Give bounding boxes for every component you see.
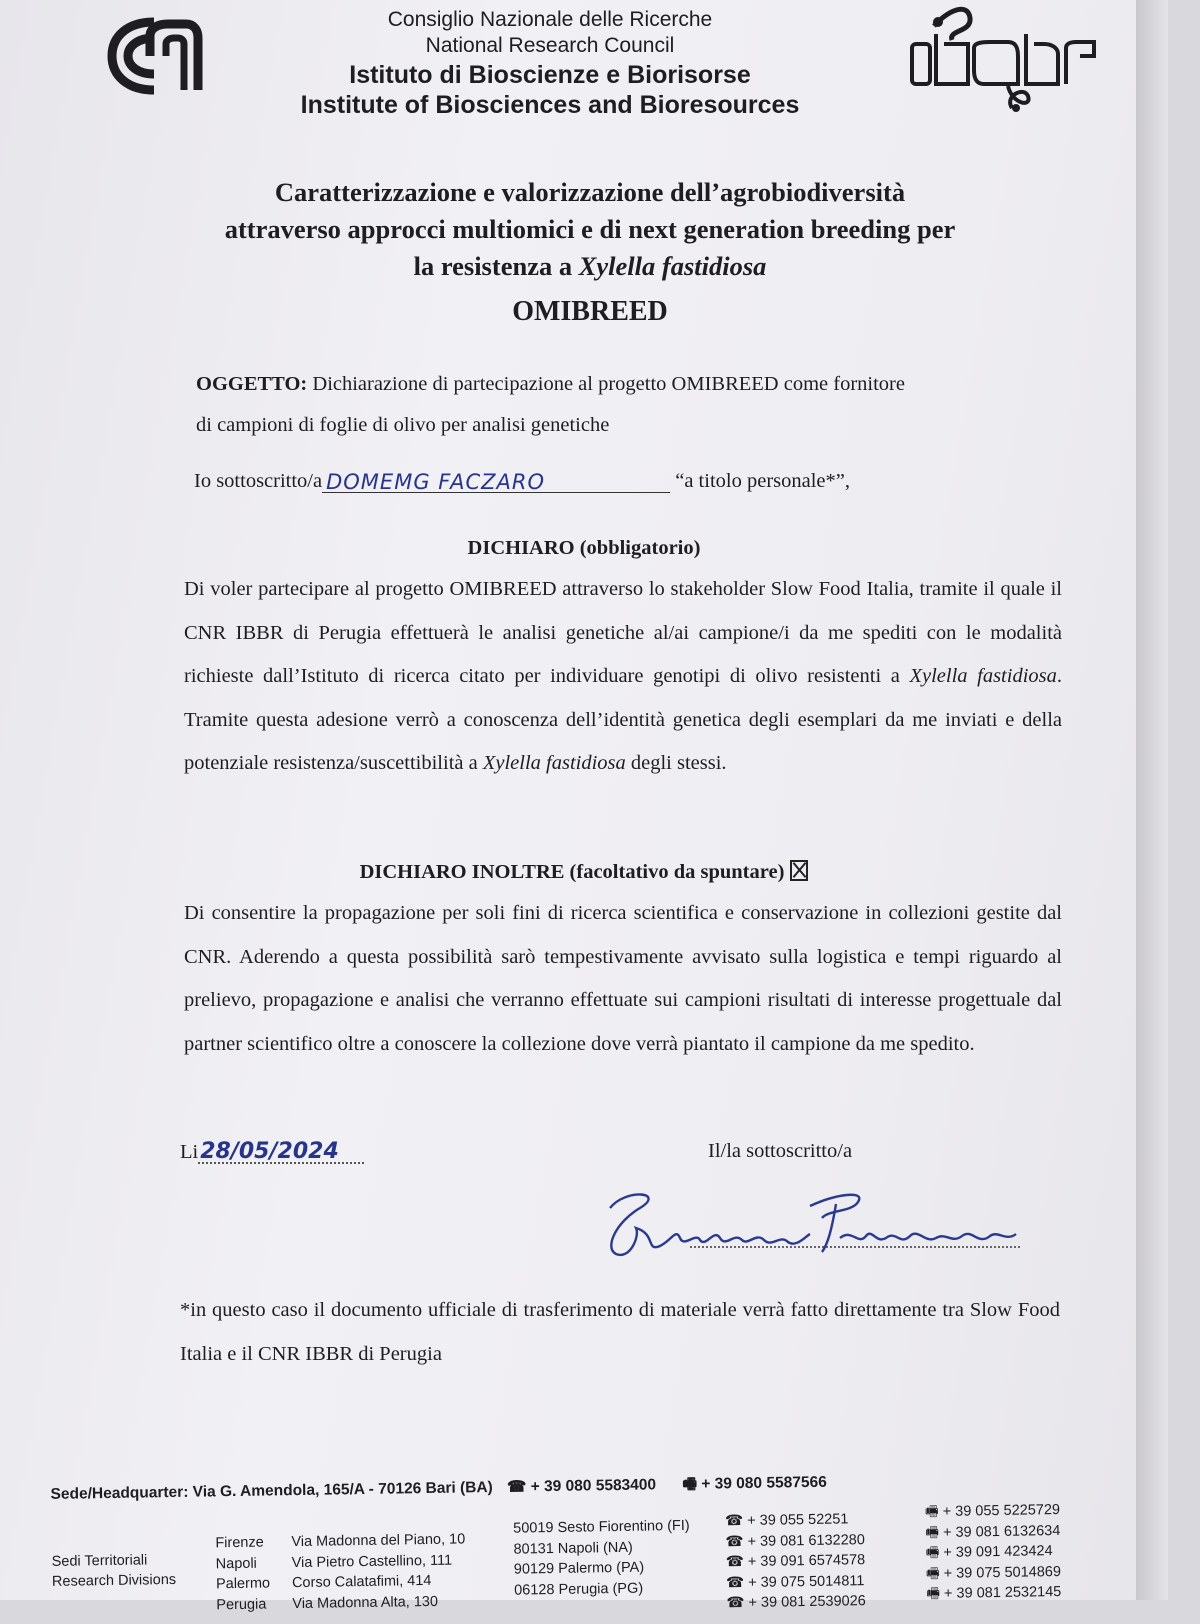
signer-suffix: “a titolo personale*”, (675, 470, 850, 492)
division-city: Palermo (215, 1575, 271, 1593)
division-fax: 🖷 + 39 075 5014869 (925, 1563, 1062, 1582)
title-line-1: Caratterizzazione e valorizzazione dell’agrobiodiversità (274, 177, 906, 207)
division-phone: ☎ + 39 075 5014811 (725, 1572, 865, 1591)
document-title (110, 174, 1070, 285)
division-zip: 06128 Perugia (PG) (514, 1580, 644, 1599)
signature-label: Il/la sottoscritto/a (708, 1140, 853, 1162)
footer (44, 1439, 1144, 1613)
division-zip: 90129 Palermo (PA) (513, 1559, 645, 1578)
handwritten-signature (596, 1188, 1036, 1268)
divisions-label-en: Research Divisions (51, 1571, 177, 1590)
signer-name-handwritten: DOMEMG FACZARO (326, 470, 546, 494)
date-field[interactable] (198, 1140, 364, 1164)
division-fax: 🖷 + 39 055 5225729 (924, 1502, 1061, 1521)
org-name-it: Consiglio Nazionale delle Ricerche (387, 8, 713, 31)
project-name: OMIBREED (512, 296, 668, 327)
division-phones (725, 1509, 866, 1614)
cnr-logo-icon (106, 16, 202, 96)
subject-text-2: di campioni di foglie di olivo per analisi genetiche (196, 414, 610, 436)
title-line-2: attraverso approcci multiomici e di next generation breeding per (224, 214, 956, 244)
hq-label: Sede/Headquarter: (50, 1483, 189, 1503)
division-street: Via Madonna Alta, 130 (292, 1593, 439, 1612)
place-date-row (180, 1140, 364, 1164)
hq-fax: 🖷 + 39 080 5587566 (682, 1473, 827, 1493)
subject-block (196, 364, 1076, 446)
division-cities (215, 1532, 270, 1615)
division-phone: ☎ + 39 055 52251 (724, 1511, 849, 1530)
declaration-species-2: Xylella fastidiosa (482, 752, 626, 775)
division-faxes (925, 1500, 1062, 1605)
subject-text-1: Dichiarazione di partecipazione al progetto OMIBREED come fornitore (307, 373, 905, 395)
division-city: Firenze (215, 1534, 264, 1552)
division-street: Corso Calatafimi, 414 (291, 1572, 432, 1592)
hq-address: Via G. Amendola, 165/A - 70126 Bari (BA) (192, 1478, 493, 1501)
optional-declaration-text: Di consentire la propagazione per soli fini di ricerca scientifica e conservazione in collezioni gestite dal CNR. Aderendo a questa possibilità sarò tempestivamente avvisato sulla logistica e tempi riguardo al prelievo, propagazione e analisi che verranno effettuate sui campioni risultati di interesse progettuale dal partner scientifico oltre a conoscere la collezione dove verrà piantato il campione da me spedito. (184, 902, 1062, 1055)
division-zip: 80131 Napoli (NA) (513, 1539, 633, 1558)
division-city: Perugia (216, 1596, 267, 1613)
date-handwritten: 28/05/2024 (200, 1139, 339, 1164)
institute-name-it: Istituto di Bioscienze e Biorisorse (349, 61, 751, 89)
signer-prefix: Io sottoscritto/a (194, 470, 323, 492)
divisions-label (52, 1550, 177, 1592)
signer-name-field[interactable] (322, 468, 670, 493)
division-fax: 🖷 + 39 081 2532145 (926, 1584, 1062, 1603)
division-fax: 🖷 + 39 091 423424 (925, 1543, 1053, 1562)
optional-consent-checkbox[interactable] (790, 860, 808, 881)
division-phone: ☎ + 39 081 2539026 (726, 1593, 866, 1612)
footnote: *in questo caso il documento ufficiale di trasferimento di materiale verrà fatto direttamente tra Slow Food Italia e il CNR IBBR di Perugia (180, 1299, 1060, 1365)
division-street: Via Madonna del Piano, 10 (291, 1531, 466, 1551)
declaration-text (184, 568, 1062, 786)
division-phone: ☎ + 39 091 6574578 (725, 1552, 866, 1571)
org-name-en: National Research Council (425, 34, 675, 57)
declaration-text-part-1: Di voler partecipare al progetto OMIBREED attraverso lo stakeholder Slow Food Italia, tramite il quale il CNR IBBR di Perugia effettuerà le analisi genetiche al/ai campione/i da me spediti con le modalità richieste dall’Istituto di ricerca citato per individuare genotipi di olivo resistenti a (184, 578, 1062, 688)
division-zips (513, 1516, 691, 1601)
title-line-3 (110, 248, 1070, 285)
optional-heading-text: DICHIARO INOLTRE (facoltativo da spuntare) (359, 861, 785, 883)
paper-edge (1136, 0, 1168, 1600)
division-street: Via Pietro Castellino, 111 (291, 1552, 453, 1571)
declaration-heading: DICHIARO (obbligatorio) (467, 537, 701, 559)
headquarter-line (50, 1470, 827, 1509)
division-streets (291, 1529, 466, 1614)
division-zip: 50019 Sesto Fiorentino (FI) (513, 1517, 690, 1537)
institute-name-en: Institute of Biosciences and Bioresources (300, 91, 800, 119)
declaration-text-part-3: degli stessi. (625, 752, 727, 775)
hq-phone: ☎ + 39 080 5583400 (506, 1476, 657, 1496)
place-label: Li (180, 1141, 199, 1163)
ibbr-logo-icon (908, 4, 1104, 116)
declaration-species-1: Xylella fastidiosa (909, 665, 1057, 688)
title-species: Xylella fastidiosa (578, 251, 767, 281)
title-line-3-text: la resistenza a (413, 251, 579, 281)
division-fax: 🖷 + 39 081 6132634 (925, 1522, 1061, 1541)
division-city: Napoli (215, 1555, 257, 1572)
optional-declaration-heading (0, 860, 1168, 884)
division-phone: ☎ + 39 081 6132280 (725, 1531, 865, 1550)
declaration-text-part-2: . Tramite questa adesione verrò a conoscenza dell’identità genetica degli esemplari da me inviati e della potenziale resistenza/suscettibilità a (184, 665, 1062, 775)
subject-label: OGGETTO: (196, 373, 308, 395)
signer-row (194, 468, 994, 493)
divisions-label-it: Sedi Territoriali (51, 1552, 148, 1570)
